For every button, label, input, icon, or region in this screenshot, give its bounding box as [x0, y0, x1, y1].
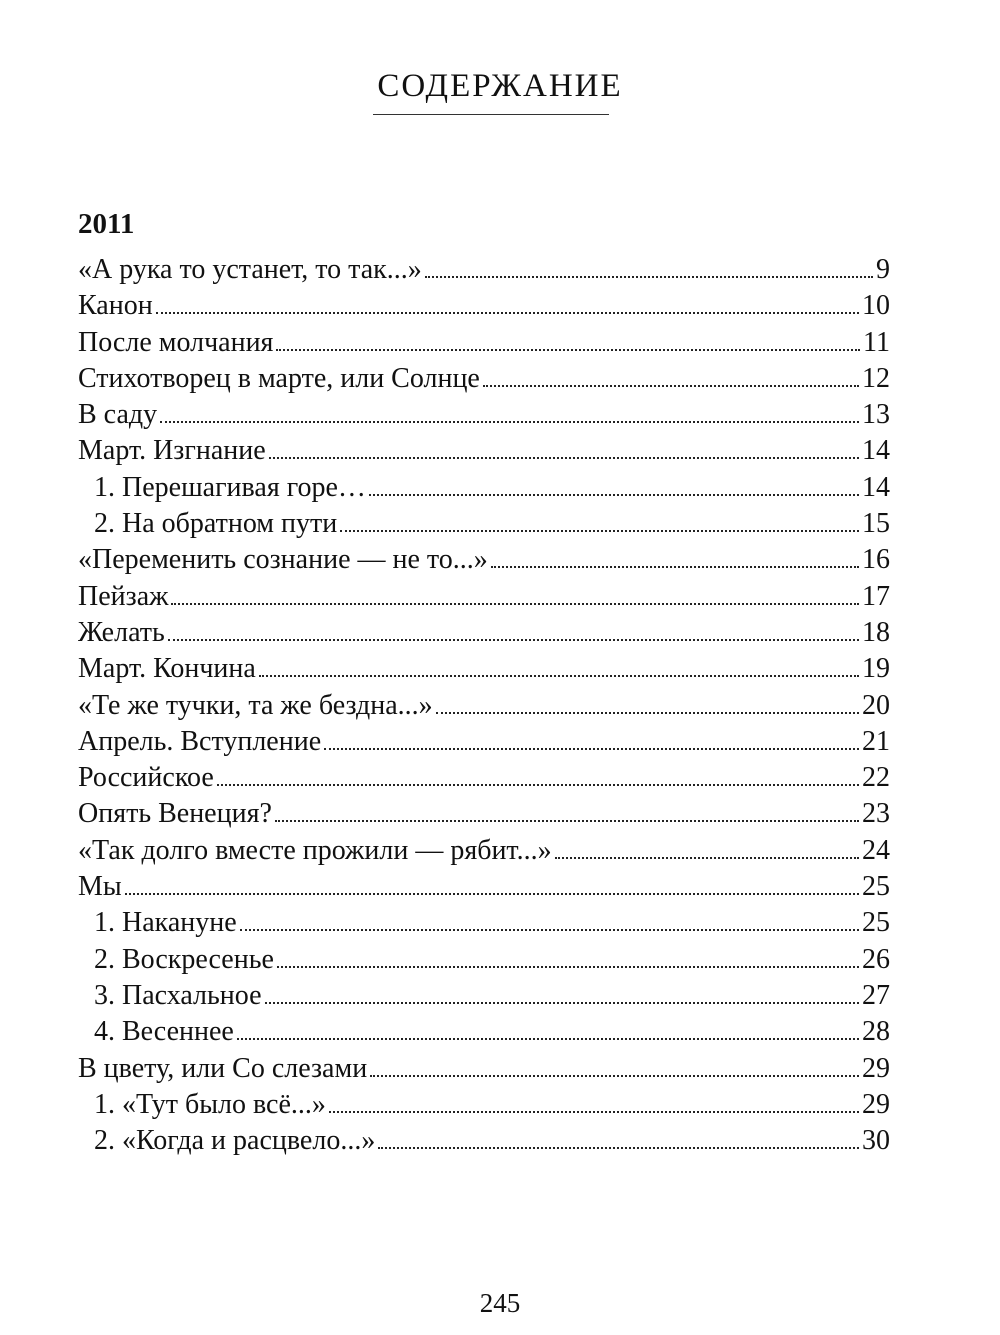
toc-entry-page: 22 [862, 762, 890, 794]
toc-entry-title: «Так долго вместе прожили — рябит...» [78, 834, 552, 866]
dot-leader [269, 457, 859, 459]
toc-entry-page: 14 [862, 435, 890, 467]
toc-entry[interactable] [78, 615, 890, 651]
toc-entry[interactable] [78, 397, 890, 433]
dot-leader [340, 530, 859, 532]
dot-leader [425, 276, 873, 278]
toc-entry-page: 19 [862, 653, 890, 685]
dot-leader [240, 929, 859, 931]
toc-entry-title: 3. Пасхальное [94, 979, 262, 1011]
toc-entry-title: 4. Весеннее [94, 1016, 234, 1048]
dot-leader [168, 639, 859, 641]
toc-entry-page: 24 [862, 834, 890, 866]
toc-entry-page: 13 [862, 399, 890, 431]
toc-entry[interactable] [78, 252, 890, 288]
toc-entry-title: «А рука то устанет, то так...» [78, 254, 422, 285]
dot-leader [171, 603, 859, 605]
dot-leader [324, 748, 859, 750]
toc-entry-title: Российское [78, 762, 214, 794]
toc-entry[interactable] [78, 760, 890, 796]
page-title: СОДЕРЖАНИЕ [377, 68, 623, 104]
dot-leader [125, 893, 859, 895]
toc-entry-page: 21 [862, 725, 890, 757]
toc-entry-title: Мы [78, 871, 122, 903]
dot-leader [483, 385, 859, 387]
toc-subentry[interactable] [78, 942, 890, 978]
toc-entry-page: 29 [862, 1052, 890, 1084]
dot-leader [276, 349, 860, 351]
toc-entry-title: 1. «Тут было всё...» [94, 1088, 326, 1120]
toc-subentry[interactable] [78, 506, 890, 542]
toc-entry-page: 23 [862, 798, 890, 830]
toc-subentry[interactable] [78, 1123, 890, 1159]
toc-entry-page: 17 [862, 580, 890, 612]
dot-leader [436, 712, 859, 714]
toc-entry-page: 28 [862, 1016, 890, 1048]
toc-entry[interactable] [78, 796, 890, 832]
toc-entry-title: 1. Перешагивая горе… [94, 471, 366, 503]
toc-entry-title: Опять Венеция? [78, 798, 272, 830]
toc-entry-page: 12 [862, 362, 890, 394]
dot-leader [378, 1147, 859, 1149]
dot-leader [370, 1075, 859, 1077]
toc-entry[interactable] [78, 833, 890, 869]
toc-entry-title: Желать [78, 616, 165, 648]
toc-entry-title: «Переменить сознание — не то...» [78, 544, 488, 576]
toc-entry-title: После молчания [78, 326, 274, 358]
dot-leader [217, 784, 859, 786]
toc-entry-title: Март. Изгнание [78, 435, 266, 467]
toc-entry-page: 14 [862, 471, 890, 503]
toc-entry-title: Март. Кончина [78, 653, 256, 685]
dot-leader [237, 1038, 859, 1040]
toc-entry[interactable] [78, 688, 890, 724]
dot-leader [265, 1002, 859, 1004]
toc-subentry[interactable] [78, 470, 890, 506]
toc-subentry[interactable] [78, 905, 890, 941]
toc-entry[interactable] [78, 288, 890, 324]
toc-entry-title: Пейзаж [78, 580, 169, 612]
toc-entry[interactable] [78, 1051, 890, 1087]
toc-entry-page: 26 [862, 943, 890, 975]
toc-entry[interactable] [78, 724, 890, 760]
toc-entry-page: 29 [862, 1088, 890, 1120]
toc-entry-title: Стихотворец в марте, или Солнце [78, 362, 480, 394]
toc-entry-page: 16 [862, 544, 890, 576]
toc-entry-title: «Те же тучки, та же бездна...» [78, 689, 433, 721]
dot-leader [160, 421, 859, 423]
toc-entry-title: В саду [78, 399, 158, 431]
dot-leader [369, 494, 859, 496]
toc-entry-page: 11 [863, 326, 890, 358]
toc-entry[interactable] [78, 651, 890, 687]
toc-entry-title: 2. «Когда и расцвело...» [94, 1125, 376, 1157]
dot-leader [156, 312, 859, 314]
dot-leader [491, 566, 859, 568]
page-number: 245 [479, 1288, 521, 1318]
toc-entry[interactable] [78, 325, 890, 361]
toc-entry-page: 15 [862, 508, 890, 540]
table-of-contents [78, 252, 890, 1159]
toc-entry[interactable] [78, 869, 890, 905]
toc-entry-title: Канон [78, 290, 153, 322]
title-underline [373, 114, 609, 115]
toc-entry-title: 1. Накануне [94, 907, 237, 939]
toc-entry-title: В цвету, или Со слезами [78, 1052, 368, 1084]
toc-entry-page: 18 [862, 616, 890, 648]
toc-subentry[interactable] [78, 1087, 890, 1123]
dot-leader [329, 1111, 859, 1113]
toc-entry-title: Апрель. Вступление [78, 725, 322, 757]
toc-entry-page: 30 [862, 1125, 890, 1157]
toc-entry[interactable] [78, 579, 890, 615]
toc-entry-title: 2. На обратном пути [94, 508, 338, 540]
section-year: 2011 [78, 208, 135, 240]
toc-entry-page: 25 [862, 871, 890, 903]
toc-subentry[interactable] [78, 978, 890, 1014]
toc-entry-page: 27 [862, 979, 890, 1011]
toc-entry-page: 25 [862, 907, 890, 939]
dot-leader [555, 857, 859, 859]
toc-entry[interactable] [78, 433, 890, 469]
toc-entry-page: 9 [876, 254, 890, 285]
dot-leader [277, 966, 859, 968]
toc-subentry[interactable] [78, 1014, 890, 1050]
toc-entry[interactable] [78, 361, 890, 397]
toc-entry-page: 20 [862, 689, 890, 721]
toc-entry-page: 10 [862, 290, 890, 322]
toc-entry[interactable] [78, 542, 890, 578]
toc-entry-title: 2. Воскресенье [94, 943, 274, 975]
dot-leader [259, 675, 859, 677]
dot-leader [275, 820, 859, 822]
